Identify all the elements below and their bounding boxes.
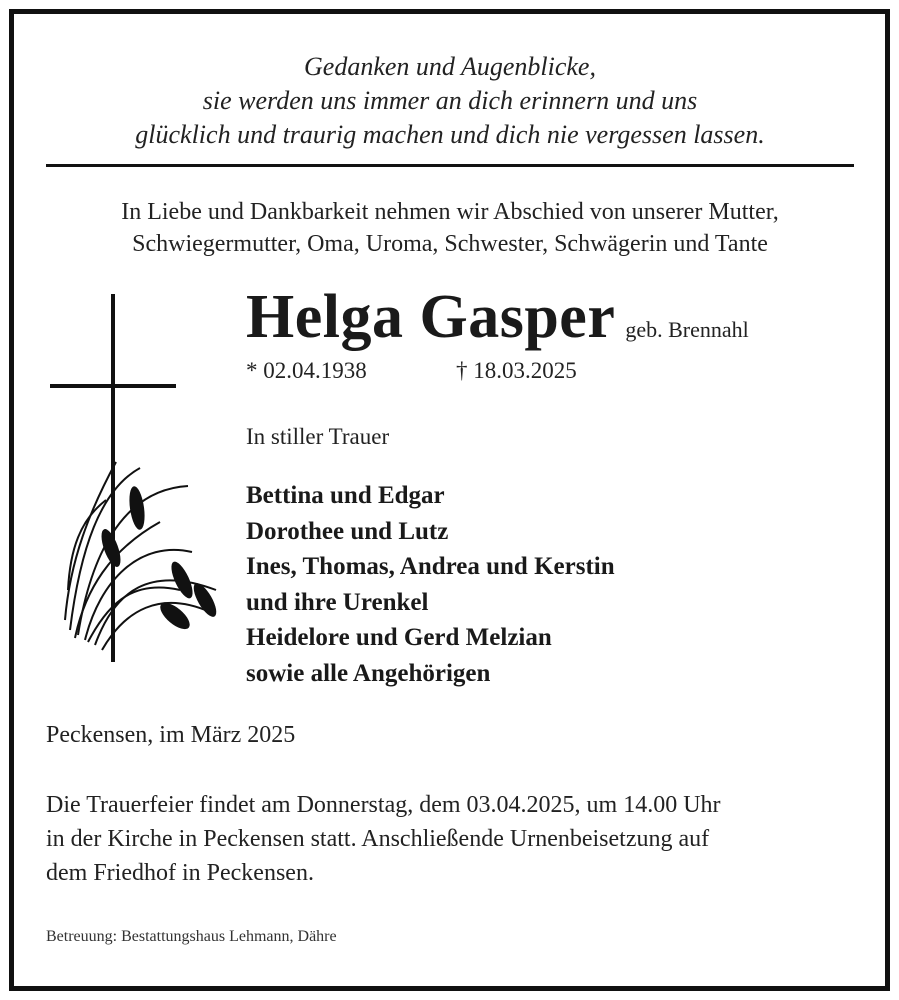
birth-date: * 02.04.1938 (246, 358, 367, 383)
place-date: Peckensen, im März 2025 (46, 722, 296, 748)
divider (46, 164, 854, 167)
intro-text (46, 196, 854, 260)
poem-line: glücklich und traurig machen und dich nie vergessen lassen. (135, 120, 765, 149)
intro-line: In Liebe und Dankbarkeit nehmen wir Abschied von unserer Mutter, (121, 199, 779, 225)
poem (46, 50, 854, 152)
mourner-line: Bettina und Edgar (246, 482, 445, 509)
mourner-line: Ines, Thomas, Andrea und Kerstin (246, 553, 615, 581)
poem-line: sie werden uns immer an dich erinnern und uns (202, 86, 698, 115)
mourning-label: In stiller Trauer (246, 424, 390, 449)
deceased-name-row (246, 282, 749, 353)
mourner-line: und ihre Urenkel (246, 588, 429, 616)
service-info (46, 788, 861, 890)
funeral-home-credit: Betreuung: Bestattungshaus Lehmann, Dähre (46, 928, 337, 945)
death-date: † 18.03.2025 (456, 358, 577, 383)
mourner-line: Heidelore und Gerd Melzian (246, 624, 552, 652)
service-line: dem Friedhof in Peckensen. (46, 860, 314, 886)
mourner-line: sowie alle Angehörigen (246, 659, 491, 687)
deceased-name: Helga Gasper (246, 283, 616, 351)
mourners-list (246, 478, 615, 692)
mourner-line: Dorothee und Lutz (246, 517, 449, 545)
service-line: Die Trauerfeier findet am Donnerstag, dem 03.04.2025, um 14.00 Uhr (46, 792, 721, 818)
cross-with-grass-icon (40, 290, 240, 670)
intro-line: Schwiegermutter, Oma, Uroma, Schwester, Schwägerin und Tante (132, 231, 768, 257)
service-line: in der Kirche in Peckensen statt. Anschließende Urnenbeisetzung auf (46, 826, 710, 852)
poem-line: Gedanken und Augenblicke, (304, 52, 596, 81)
maiden-name: geb. Brennahl (625, 317, 749, 342)
